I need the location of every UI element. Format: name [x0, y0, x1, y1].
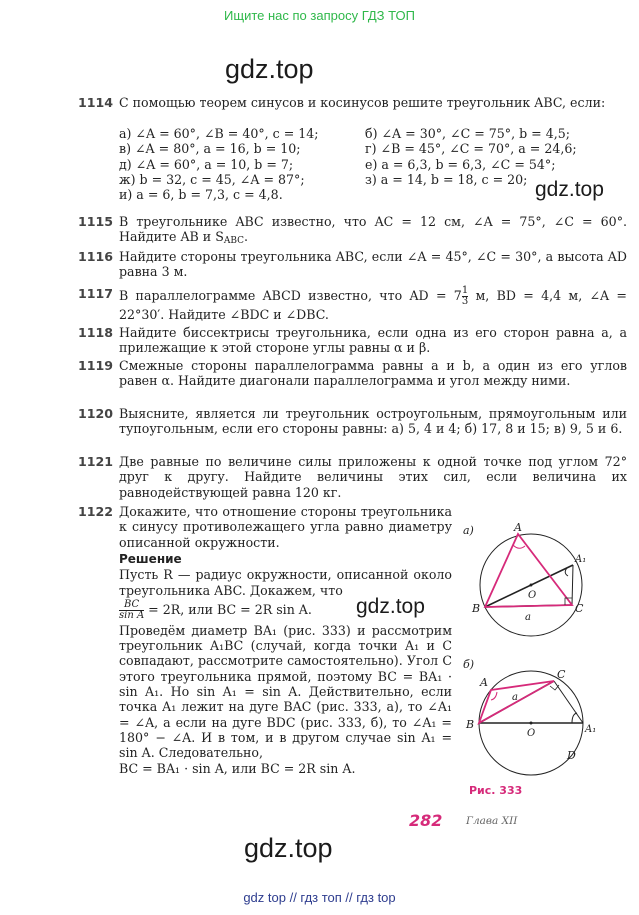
case: а) ∠A = 60°, ∠B = 40°, c = 14; [119, 126, 319, 141]
fraction-den: sin A [119, 609, 145, 621]
fraction-den: 3 [461, 296, 469, 307]
side-label-a-b: a [512, 692, 518, 703]
problem-number: 1115 [78, 214, 114, 229]
problem-1118 [78, 325, 627, 356]
angle-a1-arc [565, 568, 568, 576]
point-b: B [472, 602, 481, 615]
problem-1119 [78, 358, 627, 389]
problem-1120 [78, 406, 627, 437]
problem-1117 [78, 286, 627, 322]
problem-text: Выясните, является ли треугольник остроугольным, прямоугольным или тупоугольным, если его стороны равны: а) 5, 4 и 4; б) 17, 8 и 15; в) 9, 5 и 6. [119, 406, 627, 437]
segment-a1c [572, 565, 573, 605]
figure-label-a: а) [463, 524, 474, 537]
footer-links[interactable]: gdz top // гдз топ // гдз top [243, 890, 396, 905]
solution-heading: Решение [119, 552, 182, 566]
page-number: 282 [409, 811, 443, 830]
problem-number: 1119 [78, 358, 114, 373]
solution-paragraph: Проведём диаметр BA₁ (рис. 333) и рассмотрим треугольник A₁BC (случай, когда точки A₁ и C совпадают, рассмотрите самостоятельно). Угол C этого треугольника прямой, поэтому BC = BA₁ · sin A₁. Но sin A₁ = sin A. Действительно, если точка A₁ лежит на дуге BAC (рис. 333, а), то ∠A₁ = ∠A, а если на дуге BDC (рис. 333, б), то ∠A₁ = 180° − ∠A. И в том, и в другом случае sin A₁ = sin A. Следовательно, [119, 622, 452, 761]
problem-number: 1114 [78, 95, 114, 110]
angle-a1-arc-b [572, 713, 577, 723]
problem-text-a: В параллелограмме ABCD известно, что AD = 7 [119, 288, 462, 303]
watermark: gdz.top [535, 178, 604, 201]
case: г) ∠B = 45°, ∠C = 70°, a = 24,6; [365, 141, 577, 157]
problem-text: Найдите стороны треугольника ABC, если ∠A = 45°, ∠C = 30°, а высота AD равна 3 м. [119, 249, 627, 280]
case: в) ∠A = 80°, a = 16, b = 10; [119, 141, 301, 157]
point-a-b: A [480, 676, 488, 689]
fraction-num: 1 [461, 285, 469, 296]
point-b-b: B [466, 718, 475, 731]
problem-number: 1121 [78, 454, 114, 469]
problem-1121 [78, 454, 627, 500]
point-d-b: D [567, 749, 576, 762]
point-a1: A₁ [575, 554, 587, 565]
area-subscript: ABC [223, 236, 245, 247]
solution-final: BC = BA₁ · sin A, или BC = 2R sin A. [119, 760, 356, 776]
point-a: A [514, 521, 522, 534]
point-c: C [575, 602, 584, 615]
solution-line2: = 2R, или BC = 2R sin A. [144, 601, 312, 617]
chapter-label: Глава XII [466, 815, 518, 827]
figure-333 [463, 520, 597, 782]
side-label-a: a [525, 612, 531, 623]
problem-text: Две равные по величине силы приложены к одной точке под углом 72° друг к другу. Найдите величины этих сил, если величина их равнодействующей равна 120 кг. [119, 454, 627, 500]
problem-text: Докажите, что отношение стороны треугольника к синусу противолежащего угла равно диаметру описанной окружности. [119, 504, 452, 550]
point-c-b: C [557, 668, 566, 681]
problem-text-b: м, BD = 4,4 м, ∠A = 22°30′. Найдите ∠BDC и ∠DBC. [119, 288, 627, 322]
problem-1114 [78, 95, 627, 110]
problem-number: 1120 [78, 406, 114, 421]
point-a1-b: A₁ [585, 724, 597, 735]
top-banner: Ищите нас по запросу ГДЗ ТОП [224, 8, 415, 23]
solution [119, 552, 452, 776]
problem-text-main: В треугольнике ABC известно, что AC = 12 см, ∠A = 75°, ∠C = 60°. Найдите AB и S [119, 214, 627, 245]
case: д) ∠A = 60°, a = 10, b = 7; [119, 156, 294, 172]
watermark: gdz.top [244, 833, 333, 863]
point-o: O [528, 590, 537, 601]
problem-1115 [78, 214, 627, 250]
solution-formula [119, 600, 452, 621]
problem-text: Смежные стороны параллелограмма равны a и b, а один из его углов равен α. Найдите диагонали параллелограмма и угол между ними. [119, 358, 627, 389]
problem-number: 1117 [78, 286, 114, 301]
problem-text [119, 286, 627, 322]
case: и) a = 6, b = 7,3, c = 4,8. [119, 187, 283, 203]
angle-a-arc-b [491, 692, 497, 700]
figure-caption: Рис. 333 [469, 784, 523, 797]
case: з) a = 14, b = 18, c = 20; [365, 171, 528, 187]
center-dot [530, 584, 533, 587]
point-o-b: O [527, 728, 536, 739]
problem-text: С помощью теорем синусов и косинусов решите треугольник ABC, если: [119, 95, 606, 110]
center-dot-b [530, 722, 533, 725]
fraction [119, 600, 144, 621]
watermark: gdz.top [225, 54, 314, 84]
figure-label-b: б) [463, 658, 475, 671]
case: е) a = 6,3, b = 6,3, ∠C = 54°; [365, 156, 556, 172]
case: б) ∠A = 30°, ∠C = 75°, b = 4,5; [365, 126, 570, 141]
watermark: gdz.top [356, 595, 425, 618]
angle-a-arc [513, 545, 525, 548]
problem-1116 [78, 249, 627, 280]
case: ж) b = 32, c = 45, ∠A = 87°; [119, 171, 305, 187]
solution-line1: Пусть R — радиус окружности, описанной около треугольника ABC. Докажем, что [119, 567, 452, 598]
problem-number: 1122 [78, 504, 114, 519]
problem-number: 1116 [78, 249, 114, 264]
period: . [244, 229, 249, 245]
problem-1122 [78, 504, 452, 550]
problem-text: Найдите биссектрисы треугольника, если одна из его сторон равна a, а прилежащие к этой стороне углы равны α и β. [119, 325, 627, 356]
fraction-num: BC [123, 598, 140, 610]
problem-number: 1118 [78, 325, 114, 340]
problem-text [119, 214, 627, 250]
